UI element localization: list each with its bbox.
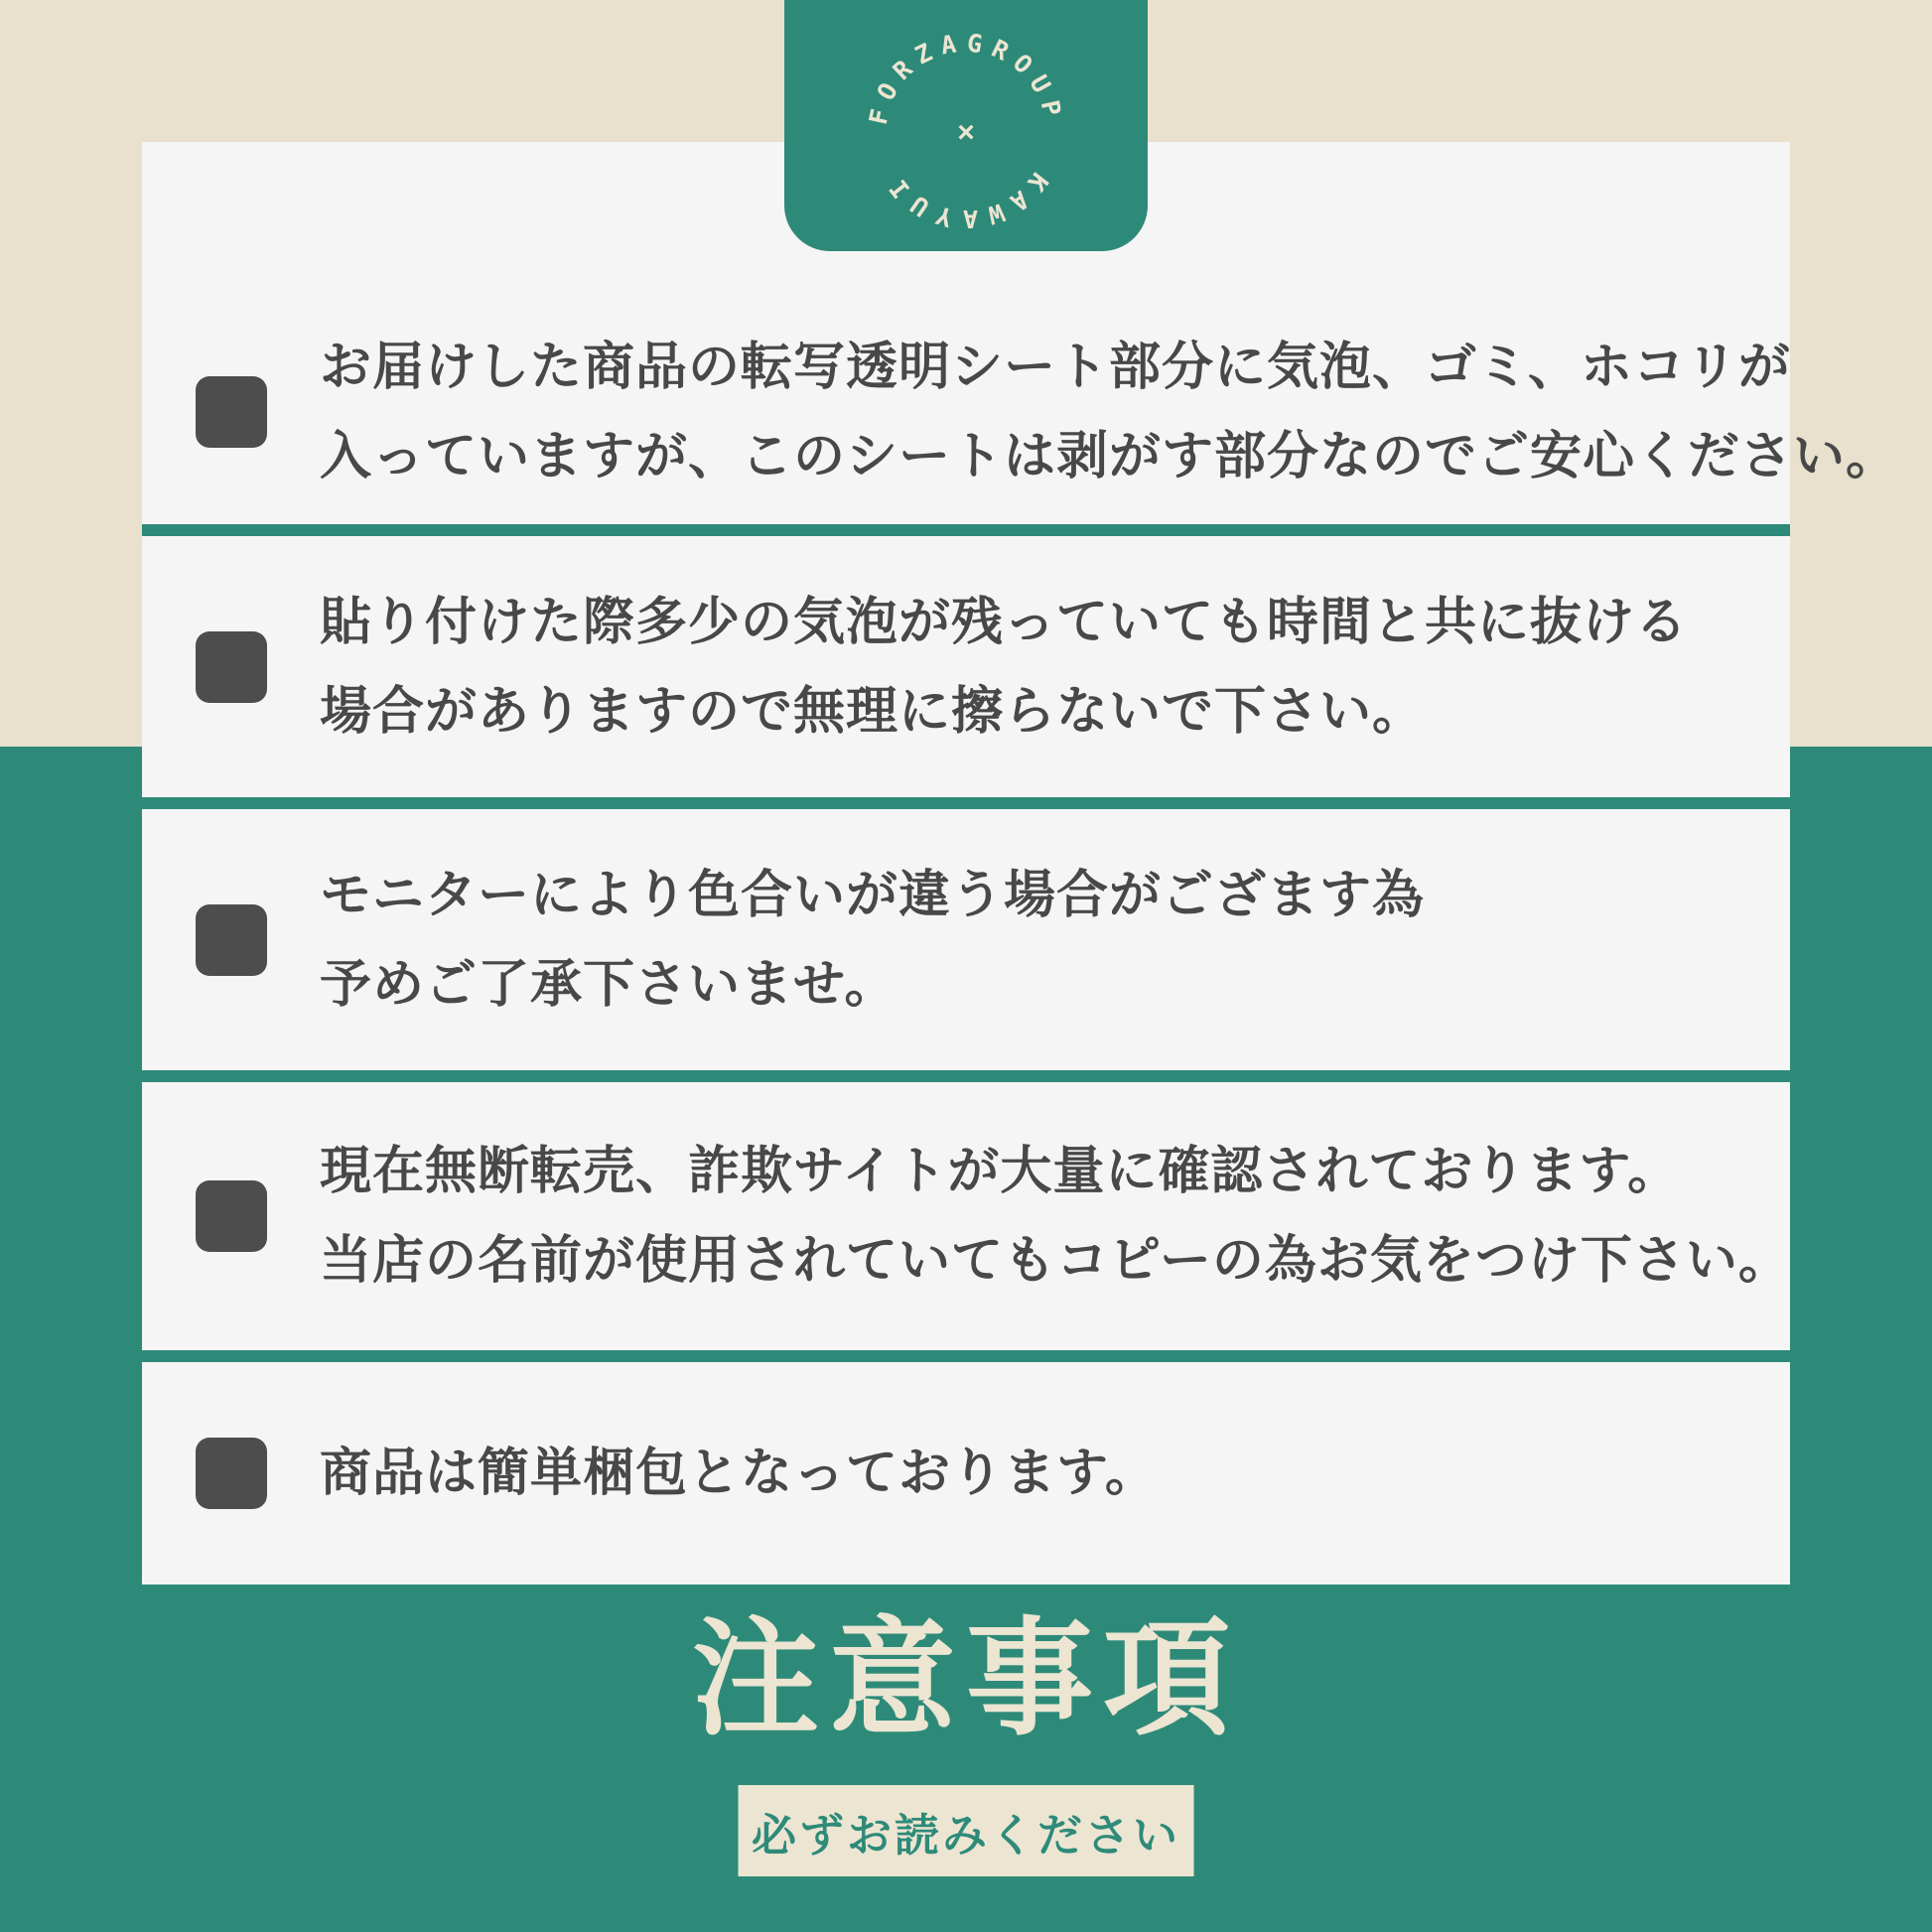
checkbox-icon (196, 376, 267, 448)
notice-text (320, 323, 1898, 501)
must-read-badge: 必ずお読みください (739, 1785, 1194, 1876)
checkbox-icon (196, 904, 267, 976)
notice-line: 商品は簡単梱包となっております。 (320, 1445, 1158, 1502)
notice-line: モニターにより色合いが違う場合がござます為 (320, 866, 1426, 924)
svg-text:FORZAGROUP (864, 28, 1068, 127)
notice-item (142, 809, 1790, 1070)
notice-line: 場合がありますので無理に擦らないで下さい。 (320, 682, 1426, 741)
notice-line: 貼り付けた際多少の気泡が残っていても時間と共に抜ける (320, 593, 1689, 651)
section-divider (142, 524, 1790, 536)
notice-card (142, 142, 1899, 1585)
brand-x-separator: × (957, 116, 975, 149)
notice-line: 当店の名前が使用されていてもコピーの為お気をつけ下さい。 (320, 1232, 1791, 1290)
brand-badge (784, 0, 1148, 251)
checkbox-icon (196, 1180, 267, 1252)
notice-line: 現在無断転売、詐欺サイトが大量に確認されております。 (320, 1143, 1681, 1200)
notice-text (320, 578, 1688, 757)
checkbox-icon (196, 631, 267, 703)
notice-text (320, 1429, 1158, 1518)
brand-arc-top: FORZAGROUP (863, 28, 1069, 128)
notice-item (142, 536, 1790, 797)
checkbox-icon (196, 1438, 267, 1509)
notice-line: 予めご了承下さいませ。 (320, 955, 897, 1014)
section-divider (142, 797, 1790, 809)
notice-text (320, 851, 1425, 1030)
brand-circle-logo (784, 0, 1148, 251)
notice-item (142, 1362, 1790, 1585)
poster-title: 注意事項 (691, 1608, 1240, 1750)
section-divider (142, 1350, 1790, 1362)
notice-line: お届けした商品の転写透明シート部分に気泡、ゴミ、ホコリが (320, 338, 1791, 396)
svg-text:KAWAYUI (879, 167, 1054, 233)
brand-arc-bottom: KAWAYUI (878, 167, 1054, 233)
notice-line: 入っていますが、このシートは剥がす部分なのでご安心ください。 (320, 427, 1899, 485)
section-divider (142, 1070, 1790, 1082)
notice-text (320, 1127, 1791, 1306)
notice-item (142, 1082, 1790, 1350)
